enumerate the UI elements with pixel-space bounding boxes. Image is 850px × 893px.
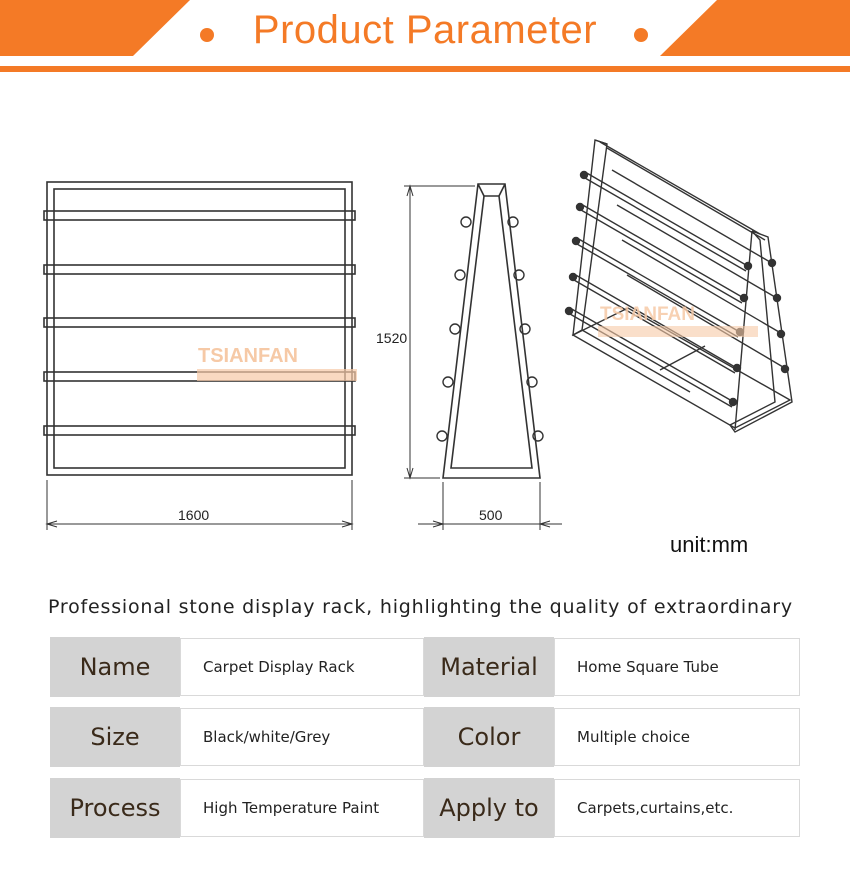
param-label-process: Process (50, 778, 180, 838)
param-value-process: High Temperature Paint (180, 779, 424, 837)
param-value-color: Multiple choice (554, 708, 800, 766)
param-value-material: Home Square Tube (554, 638, 800, 696)
param-row-name (50, 637, 800, 697)
param-row-process (50, 778, 800, 838)
page-title: Product Parameter (252, 8, 598, 52)
param-label-color: Color (424, 707, 554, 767)
watermark-front-band (197, 369, 357, 381)
watermark-iso: TSIANFAN (600, 304, 695, 325)
param-row-size (50, 707, 800, 767)
side-width-dimension: 500 (479, 507, 503, 523)
isometric-view-drawing (566, 140, 793, 432)
watermark-front: TSIANFAN (198, 345, 298, 367)
param-label-material: Material (424, 637, 554, 697)
side-hooks (437, 217, 543, 441)
param-label-name: Name (50, 637, 180, 697)
param-value-size: Black/white/Grey (180, 708, 424, 766)
param-label-size: Size (50, 707, 180, 767)
param-label-apply-to: Apply to (424, 778, 554, 838)
param-value-name: Carpet Display Rack (180, 638, 424, 696)
watermark-iso-band (598, 326, 758, 337)
side-view-drawing (404, 184, 562, 530)
side-height-dimension: 1520 (376, 330, 408, 346)
param-value-apply-to: Carpets,curtains,etc. (554, 779, 800, 837)
product-subtitle: Professional stone display rack, highlighting the quality of extraordinary (48, 596, 793, 618)
unit-label: unit:mm (670, 532, 749, 557)
front-width-dimension: 1600 (178, 507, 210, 523)
front-rails (44, 211, 355, 435)
